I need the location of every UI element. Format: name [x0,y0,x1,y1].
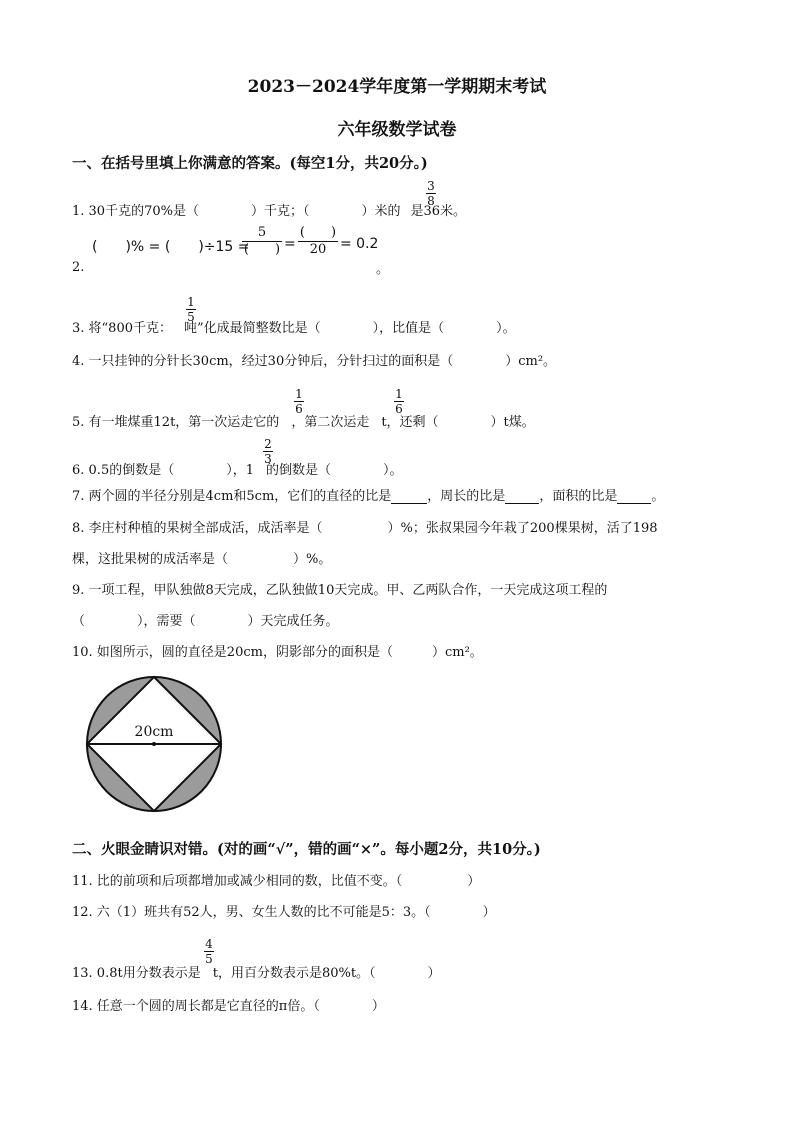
q7-text-c: ，面积的比是 [539,489,618,504]
question-13 [72,962,441,981]
q6-frac-den: 3 [264,452,272,466]
q2-frac1-den: ( ) [243,242,281,257]
q5-text-b: ，第二次运走 [291,415,370,430]
exam-subtitle: 六年级数学试卷 [337,120,457,140]
q13-text-a: 13. 0.8t用分数表示是 [72,966,201,981]
q2-fraction-2 [298,226,338,257]
q6-text-b: 的倒数是（ ）。 [265,463,403,478]
q10-diameter-label: 20cm [134,724,174,740]
question-12: 12. 六（1）班共有52人，男、女生人数的比不可能是5：3。（ ） [72,905,496,920]
question-7 [72,485,664,504]
q3-text-b: 吨”化成最简整数比是（ ），比值是（ ）。 [184,321,516,336]
q3-frac-num: 1 [187,295,195,309]
q5-frac1-den: 6 [295,402,303,416]
question-6 [72,459,403,478]
q5-frac2-den: 6 [395,402,403,416]
q1-frac-num: 3 [427,179,435,193]
q7-text-d: 。 [651,489,665,504]
q5-frac2-num: 1 [395,387,403,401]
q5-text-a: 5. 有一堆煤重12t，第一次运走它的 [72,415,280,430]
q13-frac-den: 5 [205,952,213,966]
q6-frac-num: 2 [264,437,272,451]
q13-frac-num: 4 [205,937,213,951]
q7-blank-circumference-ratio[interactable] [505,490,539,504]
question-10: 10. 如图所示，圆的直径是20cm，阴影部分的面积是（ ）cm²。 [72,645,483,660]
q5-fraction-1 [294,388,304,415]
q13-text-b: t，用百分数表示是80%t。（ ） [212,966,441,981]
q5-text-c: t，还剩（ ）t煤。 [381,415,535,430]
q6-fraction [263,438,273,465]
section2-heading: 二、火眼金睛识对错。(对的画“√”，错的画“×”。每小题2分，共10分。) [72,841,541,858]
q10-circle-figure [84,674,226,816]
q2-fraction-1 [242,226,282,257]
question-14: 14. 任意一个圆的周长都是它直径的π倍。（ ） [72,999,385,1014]
q7-text-a: 7. 两个圆的半径分别是4cm和5cm，它们的直径的比是 [72,489,392,504]
question-2-number: 2. [72,260,85,275]
question-1 [72,200,466,219]
q5-fraction-2 [394,388,404,415]
q7-blank-diameter-ratio[interactable] [391,490,427,504]
section1-heading: 一、在括号里填上你满意的答案。(每空1分，共20分。) [72,155,428,172]
q3-text-a: 3. 将“800千克： [72,321,172,336]
q2-frac1-num: 5 [257,225,267,240]
q1-text-a: 1. 30千克的70%是（ ）千克；（ ）米的 [72,204,401,219]
q2-equation-part1: ( )% = ( )÷15 = [92,239,250,255]
q7-blank-area-ratio[interactable] [617,490,651,504]
q2-frac2-num: ( ) [299,225,337,240]
q13-fraction [204,938,214,965]
q2-equation-part2: = [284,236,296,252]
question-9-line2: （ ），需要（ ）天完成任务。 [72,614,339,629]
q5-frac1-num: 1 [295,387,303,401]
question-8-line2: 棵，这批果树的成活率是（ ）%。 [72,552,332,567]
question-3 [72,317,516,336]
q1-fraction [426,180,436,207]
exam-title: 2023－2024学年度第一学期期末考试 [247,77,547,97]
q10-center-point [152,742,156,746]
question-4: 4. 一只挂钟的分针长30cm，经过30分钟后，分针扫过的面积是（ ）cm²。 [72,354,557,369]
q1-frac-den: 8 [427,194,435,208]
question-9-line1: 9. 一项工程，甲队独做8天完成，乙队独做10天完成。甲、乙两队合作，一天完成这项工程的 [72,583,608,598]
q1-text-b: 是36米。 [410,204,467,219]
q2-end-mark: 。 [376,262,390,277]
q3-fraction [186,296,196,323]
q2-frac2-den: 20 [309,242,327,257]
q2-equation-part3: = 0.2 [340,236,379,252]
question-8-line1: 8. 李庄村种植的果树全部成活，成活率是（ ）%；张叔果园今年栽了200棵果树，活了198 [72,521,658,536]
q3-frac-den: 5 [187,310,195,324]
q7-text-b: ，周长的比是 [427,489,506,504]
question-11: 11. 比的前项和后项都增加或减少相同的数，比值不变。（ ） [72,874,481,889]
q6-text-a: 6. 0.5的倒数是（ ），1 [72,463,254,478]
